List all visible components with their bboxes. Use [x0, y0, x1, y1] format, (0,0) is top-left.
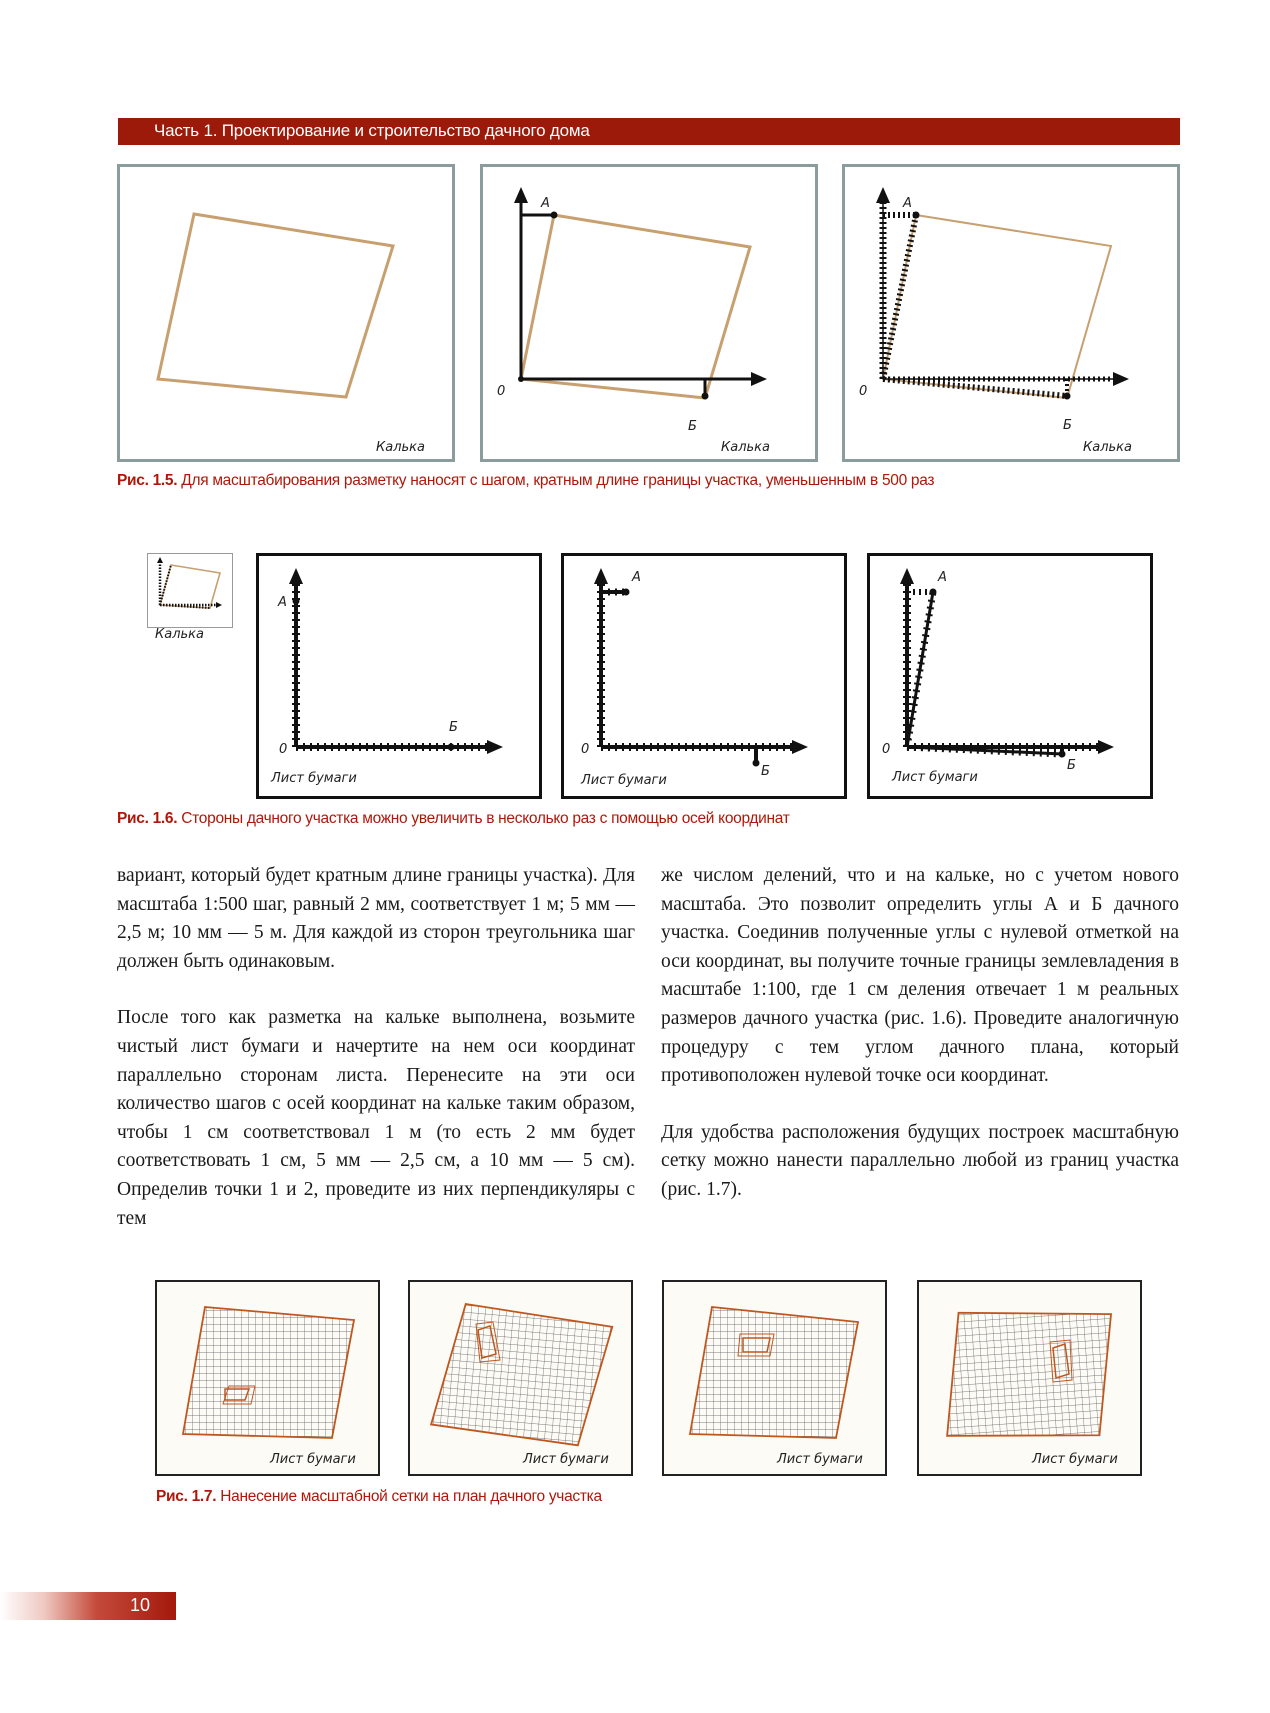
- panel-label: Лист бумаги: [270, 1452, 356, 1467]
- body-paragraph: же числом делений, что и на кальке, но с учетом нового масштаба. Это позволит определить углы А и Б дачного участка. Соединив полученные углы с нулевой отметкой на оси координат, вы получите точные границы землевладения в масштабе 1:100, где 1 см деления отвечает 1 м реальных размеров дачного участка (рис. 1.6). Проведите аналогичную процедуру с тем углом дачного плана, который противоположен нулевой точке оси координат.: [661, 865, 1179, 1087]
- point-o-label: 0: [497, 384, 506, 399]
- panel-label: Лист бумаги: [581, 773, 667, 788]
- panel-label: Лист бумаги: [271, 771, 357, 786]
- point-o-label: 0: [581, 742, 590, 757]
- page-number: 10: [129, 1595, 150, 1615]
- fig-1-7-caption: [156, 1488, 602, 1506]
- caption-text: Стороны дачного участка можно увеличить в несколько раз с помощью осей координат: [181, 810, 790, 827]
- caption-text: Нанесение масштабной сетки на план дачного участка: [220, 1488, 602, 1505]
- point-b-label: Б: [449, 720, 458, 735]
- panel-label: Лист бумаги: [892, 770, 978, 785]
- point-a-label: А: [938, 570, 947, 585]
- panel-label: Калька: [721, 440, 770, 455]
- point-b-label: Б: [761, 764, 770, 779]
- body-column-right: [661, 862, 1179, 1233]
- fig-1-6-panel-2: [561, 553, 847, 799]
- panel-label: Лист бумаги: [777, 1452, 863, 1467]
- point-o-label: 0: [279, 742, 288, 757]
- fig-1-6-panel-1: [256, 553, 542, 799]
- point-b-label: Б: [1067, 758, 1076, 773]
- point-a-label: А: [278, 595, 287, 610]
- panel-label: Лист бумаги: [523, 1452, 609, 1467]
- point-b-label: Б: [688, 419, 697, 434]
- fig-1-6-panel-3: [867, 553, 1153, 799]
- point-b-label: Б: [1063, 418, 1072, 433]
- fig-1-5-panel-3: [842, 164, 1180, 462]
- fig-1-7-panel-1: [155, 1280, 380, 1476]
- running-header-title: Часть 1. Проектирование и строительство дачного дома: [154, 121, 590, 140]
- fig-1-7-panel-4: [917, 1280, 1142, 1476]
- fig-1-5-panel-1: [117, 164, 455, 462]
- body-column-left: [117, 862, 635, 1261]
- body-paragraph: Для удобства расположения будущих построек масштабную сетку можно нанести параллельно любой из границ участка (рис. 1.7).: [661, 1121, 1179, 1200]
- point-a-label: А: [903, 196, 912, 211]
- point-o-label: 0: [859, 384, 868, 399]
- fig-1-6-caption: [117, 810, 790, 828]
- fig-1-5-caption: [117, 472, 934, 490]
- body-paragraph: После того как разметка на кальке выполнена, возьмите чистый лист бумаги и начертите на нем оси координат параллельно сторонам листа. Перенесите на эти оси количество шагов с осей координат на кальке таким образом, чтобы 1 см соответствовал 1 м (то есть 2 мм будет соответствовать 1 см, 5 мм — 2,5 см, а 10 мм — 5 см). Определив точки 1 и 2, проведите из них перпендикуляры с тем: [117, 1007, 635, 1229]
- fig-1-5-panel-2: [480, 164, 818, 462]
- caption-number: Рис. 1.7.: [156, 1488, 217, 1505]
- fig-1-6-thumbnail: [147, 553, 233, 628]
- fig-1-7-panel-3: [662, 1280, 887, 1476]
- caption-number: Рис. 1.6.: [117, 810, 178, 827]
- fig-1-7-panel-2: [408, 1280, 633, 1476]
- caption-number: Рис. 1.5.: [117, 472, 178, 489]
- fig-1-6-thumbnail-label: Калька: [155, 627, 204, 642]
- page-number-tab: [0, 1592, 176, 1620]
- point-a-label: А: [541, 196, 550, 211]
- body-paragraph: вариант, который будет кратным длине границы участка). Для масштаба 1:500 шаг, равный 2 мм, соответствует 1 м; 5 мм — 2,5 м; 10 мм — 5 м. Для каждой из сторон треугольника шаг должен быть одинаковым.: [117, 865, 635, 972]
- panel-label: Калька: [376, 440, 425, 455]
- point-o-label: 0: [882, 742, 891, 757]
- running-header: [118, 118, 1180, 145]
- caption-text: Для масштабирования разметку наносят с шагом, кратным длине границы участка, уменьшенным в 500 раз: [181, 472, 935, 489]
- panel-label: Калька: [1083, 440, 1132, 455]
- panel-label: Лист бумаги: [1032, 1452, 1118, 1467]
- point-a-label: А: [632, 570, 641, 585]
